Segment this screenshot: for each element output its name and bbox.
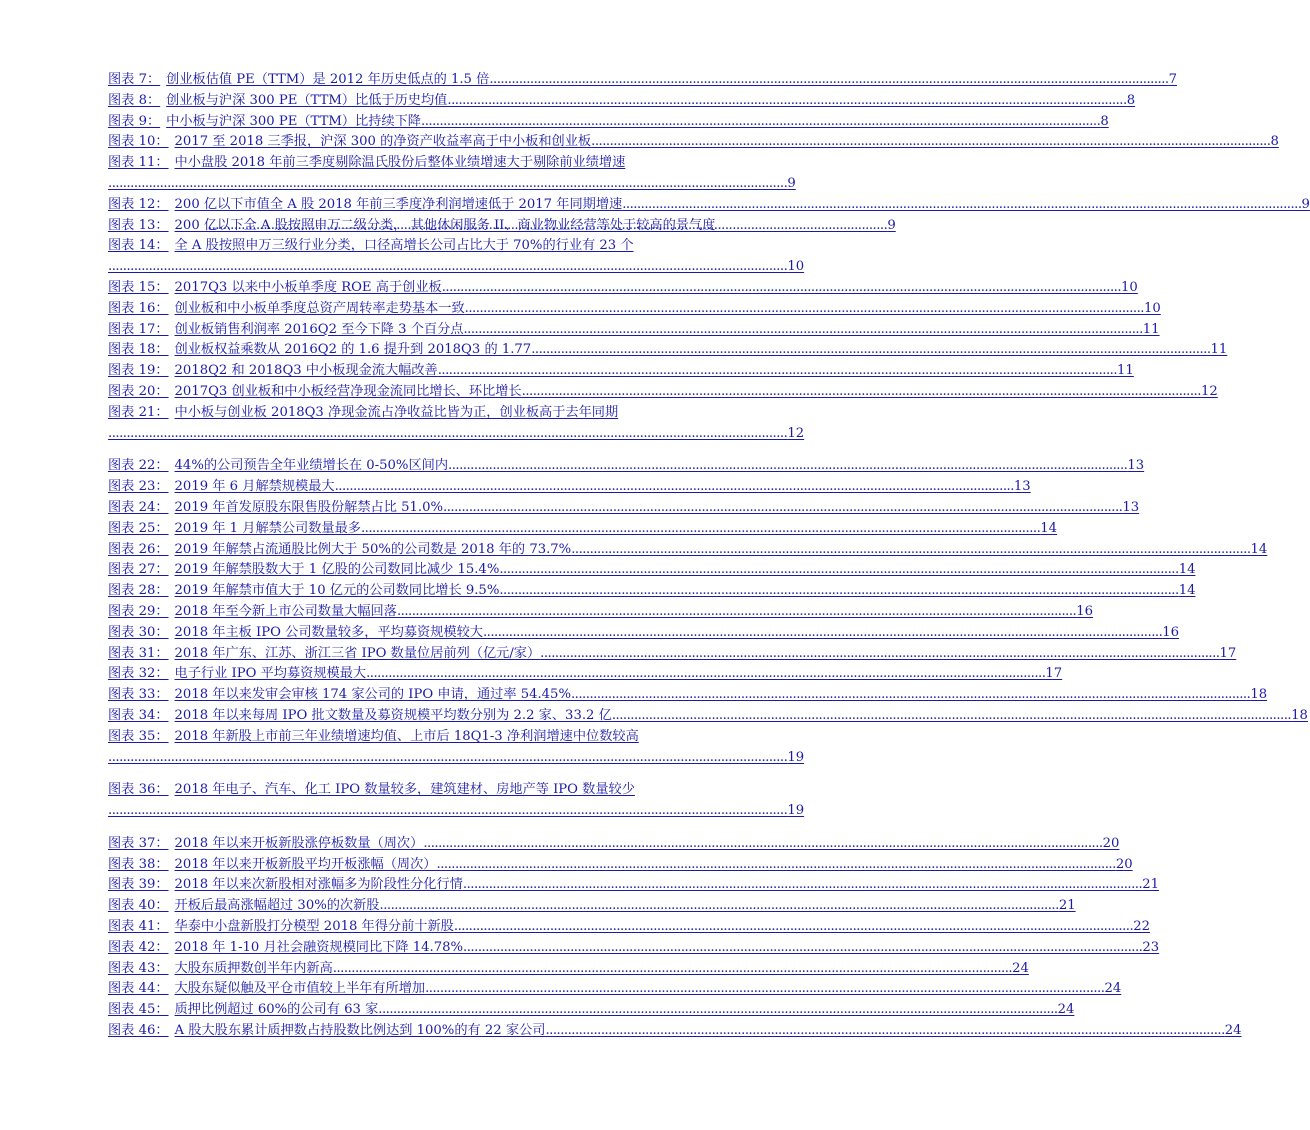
dot-leader [108,801,787,822]
dot-leader [489,70,1168,91]
figure-title: 质押比例超过 60%的公司有 63 家 [174,1002,379,1018]
figure-label: 图表 22： [108,458,169,474]
page-number: 24 [1104,981,1122,997]
toc-entry-fig38[interactable] [108,855,1133,876]
toc-entry-fig36[interactable] [108,780,805,822]
page-number: 7 [1168,72,1178,87]
toc-entry-fig26[interactable] [108,540,1268,561]
dot-leader [622,195,1301,216]
toc-entry-fig27[interactable] [108,560,1196,581]
figure-label: 图表 29： [108,603,169,619]
figure-label: 图表 34： [108,707,169,723]
figure-label: 图表 19： [108,363,169,379]
figure-label: 图表 17： [108,321,169,337]
figure-label: 图表 8： [108,92,161,108]
spacer [108,444,728,456]
dot-leader [108,257,787,278]
page-number: 10 [1121,279,1138,295]
figure-label: 图表 32： [108,666,169,682]
dot-leader [425,979,1104,1000]
figure-label: 图表 9： [108,113,161,129]
page-number: 20 [1102,835,1120,851]
dot-leader [531,340,1210,361]
toc-entry-fig43[interactable] [108,959,1029,980]
page-number: 12 [1200,383,1218,399]
dot-leader [454,917,1133,938]
page-number: 24 [1224,1023,1242,1039]
figure-label: 图表 7： [108,72,161,87]
figure-title: 创业板与沪深 300 PE（TTM）比低于历史均值 [166,92,448,108]
dot-leader [540,644,1219,665]
figure-label: 图表 26： [108,541,169,557]
figure-title: 2018 年以来次新股相对涨幅多为阶段性分化行情 [174,877,463,893]
figure-label: 图表 31： [108,645,169,661]
dot-leader [108,424,787,445]
dot-leader [437,855,1116,876]
toc-entry-fig10[interactable] [108,132,1279,153]
dot-leader [380,896,1059,917]
page-number: 22 [1133,919,1150,935]
dot-leader [499,560,1178,581]
page-number: 9 [887,217,896,233]
page-number: 10 [1144,300,1161,316]
figure-title: 2018 年广东、江苏、浙江三省 IPO 数量位居前列（亿元/家） [174,645,541,661]
figure-label: 图表 18： [108,342,169,358]
page-number: 23 [1142,939,1160,955]
toc-entry-fig9[interactable] [108,112,1109,133]
toc-entry-fig22[interactable] [108,456,1145,477]
toc-entry-fig40[interactable] [108,896,1076,917]
page-number: 9 [787,175,796,191]
dot-leader [499,581,1178,602]
figure-title: 开板后最高涨幅超过 30%的次新股 [174,898,380,914]
figure-title: 创业板和中小板单季度总资产周转率走势基本一致 [174,300,465,316]
toc-entry-fig35[interactable] [108,727,805,769]
page-number: 20 [1115,856,1133,872]
figure-label: 图表 45： [108,1002,169,1018]
figure-title: 2019 年解禁市值大于 10 亿元的公司数同比增长 9.5% [174,583,500,599]
dot-leader [108,748,787,769]
figure-label: 图表 16： [108,300,169,316]
figure-label: 图表 39： [108,877,169,893]
figure-label: 图表 14： [108,238,169,254]
figure-label: 图表 42： [108,939,169,955]
figure-title: 2018 年 1-10 月社会融资规模同比下降 14.78% [174,939,464,955]
figure-title: 2017 至 2018 三季报，沪深 300 的净资产收益率高于中小板和创业板 [174,134,592,150]
toc-entry-fig23[interactable] [108,477,1031,498]
page-number: 11 [1210,342,1228,358]
figure-label: 图表 11： [108,155,169,171]
figure-label: 图表 38： [108,856,169,872]
page-number: 9 [1301,196,1310,212]
figure-title: 44%的公司预告全年业绩增长在 0-50%区间内 [174,458,449,474]
toc-entry-fig46[interactable] [108,1021,1242,1042]
toc-entry-fig39[interactable] [108,875,1159,896]
figure-title: 电子行业 IPO 平均募资规模最大 [174,666,367,682]
toc-entry-fig34[interactable] [108,706,1308,727]
page-number: 18 [1250,687,1268,703]
figure-label: 图表 46： [108,1023,169,1039]
figure-label: 图表 41： [108,919,169,935]
dot-leader [483,623,1162,644]
page-number: 8 [1270,134,1279,150]
page-number: 14 [1250,541,1268,557]
figure-label: 图表 24： [108,499,169,515]
spacer [108,822,728,834]
dot-leader [423,834,1102,855]
dot-leader [333,959,1012,980]
toc-entry-fig25[interactable] [108,519,1058,540]
toc-entry-fig19[interactable] [108,361,1134,382]
figure-label: 图表 20： [108,383,169,399]
figure-title: 2017Q3 以来中小板单季度 ROE 高于创业板 [174,279,442,295]
page-number: 11 [1142,321,1160,337]
toc-entry-fig41[interactable] [108,917,1150,938]
figure-title: 2019 年解禁占流通股比例大于 50%的公司数是 2018 年的 73.7% [174,541,572,557]
dot-leader [335,477,1014,498]
dot-leader [571,540,1250,561]
figure-label: 图表 33： [108,687,169,703]
figure-title: 2017Q3 创业板和中小板经营净现金流同比增长、环比增长 [174,383,522,399]
page-number: 14 [1178,562,1196,578]
page-number: 11 [1117,363,1134,379]
toc-entry-fig21[interactable] [108,403,805,445]
figure-title: 2018 年以来发审会审核 174 家公司的 IPO 申请，通过率 54.45% [174,687,571,703]
dot-leader [397,602,1076,623]
figure-label: 图表 37： [108,835,169,851]
toc-entry-fig12[interactable] [108,195,1310,216]
figure-title: 大股东疑似触及平仓市值较上半年有所增加 [174,981,426,997]
toc-entry-fig37[interactable] [108,834,1120,855]
page-number: 19 [787,803,805,819]
figure-title: 全 A 股按照申万三级行业分类，口径高增长公司占比大于 70%的行业有 23 个 [174,238,634,254]
figure-title: 2018 年主板 IPO 公司数量较多，平均募资规模较大 [174,624,483,640]
page-number: 8 [1100,113,1109,129]
figure-title: 2018 年新股上市前三年业绩增速均值、上市后 18Q1-3 净利润增速中位数较高 [174,728,639,744]
figure-label: 图表 30： [108,624,169,640]
dot-leader [612,706,1291,727]
page-number: 16 [1076,603,1094,619]
figure-label: 图表 35： [108,728,169,744]
dot-leader [463,938,1142,959]
figure-title: 2019 年首发原股东限售股份解禁占比 51.0% [174,499,444,515]
dot-leader [591,132,1270,153]
toc-entry-fig11[interactable] [108,153,796,195]
figure-label: 图表 40： [108,898,169,914]
dot-leader [366,664,1045,685]
figure-title: 2018 年以来开板新股平均开板涨幅（周次） [174,856,437,872]
figure-title: 创业板销售利润率 2016Q2 至今下降 3 个百分点 [174,321,464,337]
figure-title: 中小盘股 2018 年前三季度剔除温氏股份后整体业绩增速大于剔除前业绩增速 [174,155,626,171]
toc-entry-fig33[interactable] [108,685,1268,706]
page-number: 24 [1012,960,1029,976]
dot-leader [545,1021,1224,1042]
figure-title: 2019 年 1 月解禁公司数量最多 [174,520,361,536]
figure-title: 2019 年 6 月解禁规模最大 [174,479,335,495]
figure-label: 图表 25： [108,520,169,536]
toc-entry-fig30[interactable] [108,623,1180,644]
page-number: 13 [1013,479,1031,495]
page-number: 13 [1127,458,1145,474]
toc-entry-fig45[interactable] [108,1000,1075,1021]
figure-title: 创业板权益乘数从 2016Q2 的 1.6 提升到 2018Q3 的 1.77 [174,342,532,358]
figure-title: 中小板与沪深 300 PE（TTM）比持续下降 [166,113,421,129]
dot-leader [421,112,1100,133]
figure-title: 2018 年至今新上市公司数量大幅回落 [174,603,397,619]
dot-leader [378,1000,1057,1021]
page-number: 21 [1058,898,1076,914]
page-number: 21 [1142,877,1159,893]
page-number: 24 [1057,1002,1075,1018]
figure-title: A 股大股东累计质押数占持股数比例达到 100%的有 22 家公司 [174,1023,546,1039]
page-number: 12 [787,425,805,441]
page-number: 14 [1178,583,1196,599]
toc-entry-fig42[interactable] [108,938,1160,959]
dot-leader [463,875,1142,896]
toc-entry-fig18[interactable] [108,340,1228,361]
dot-leader [438,361,1117,382]
toc-entry-fig32[interactable] [108,664,1063,685]
figure-title: 2018 年电子、汽车、化工 IPO 数量较多，建筑建材、房地产等 IPO 数量较少 [174,782,635,798]
dot-leader [448,456,1127,477]
figure-title: 2019 年解禁股数大于 1 亿股的公司数同比减少 15.4% [174,562,500,578]
dot-leader [447,91,1126,112]
figure-label: 图表 21： [108,404,169,420]
figure-label: 图表 23： [108,479,169,495]
toc-entry-fig44[interactable] [108,979,1122,1000]
toc-entry-fig20[interactable] [108,382,1218,403]
page-number: 8 [1126,92,1136,108]
toc-entry-fig24[interactable] [108,498,1140,519]
page-number: 17 [1045,666,1063,682]
figure-label: 图表 12： [108,196,169,212]
page-number: 17 [1219,645,1237,661]
spacer [108,768,728,780]
toc-entry-fig17[interactable] [108,320,1160,341]
figure-label: 图表 28： [108,583,169,599]
dot-leader [442,278,1121,299]
toc-entry-fig29[interactable] [108,602,1094,623]
page-number: 19 [787,749,805,765]
figure-title: 华泰中小盘新股打分模型 2018 年得分前十新股 [174,919,454,935]
dot-leader [522,382,1201,403]
figure-label: 图表 36： [108,782,169,798]
figure-label: 图表 27： [108,562,169,578]
toc-entry-fig8[interactable] [108,91,1136,112]
toc-entry-fig7[interactable] [108,70,1178,91]
figure-title: 中小板与创业板 2018Q3 净现金流占净收益比皆为正，创业板高于去年同期 [174,404,619,420]
figure-title: 200 亿以下市值全 A 股 2018 年前三季度净利润增速低于 2017 年同期增速 [174,196,623,212]
figure-title: 2018Q2 和 2018Q3 中小板现金流大幅改善 [174,363,438,379]
toc-entry-fig31[interactable] [108,644,1237,665]
dot-leader [571,685,1250,706]
dot-leader [108,174,787,195]
figure-label: 图表 10： [108,134,169,150]
page-number: 16 [1162,624,1180,640]
page-number: 18 [1291,707,1308,723]
figure-title: 2018 年以来每周 IPO 批文数量及募资规模平均数分别为 2.2 家、33.2 亿 [174,707,612,723]
dot-leader [443,498,1122,519]
toc-entry-fig28[interactable] [108,581,1196,602]
figure-title: 2018 年以来开板新股涨停板数量（周次） [174,835,424,851]
page-number: 14 [1040,520,1058,536]
toc-entry-fig15[interactable] [108,278,1138,299]
figure-title: 大股东质押数创半年内新高 [174,960,333,976]
figure-table-of-contents [108,70,1310,1042]
dot-leader [465,299,1144,320]
figure-label: 图表 15： [108,279,169,295]
figure-label: 图表 44： [108,981,169,997]
figure-title: 创业板估值 PE（TTM）是 2012 年历史低点的 1.5 倍 [166,72,490,87]
dot-leader [208,216,887,237]
figure-label: 图表 43： [108,960,169,976]
toc-entry-fig13[interactable] [108,216,896,237]
dot-leader [463,320,1142,341]
toc-entry-fig14[interactable] [108,236,805,278]
figure-label: 图表 13： [108,217,169,233]
page-number: 13 [1122,499,1140,515]
dot-leader [361,519,1040,540]
toc-entry-fig16[interactable] [108,299,1161,320]
page-number: 10 [787,259,805,275]
figure-title: 200 亿以下全 A 股按照申万二级分类， 其他休闲服务 II、商业物业经营等处于较高的景气度 [174,217,716,233]
